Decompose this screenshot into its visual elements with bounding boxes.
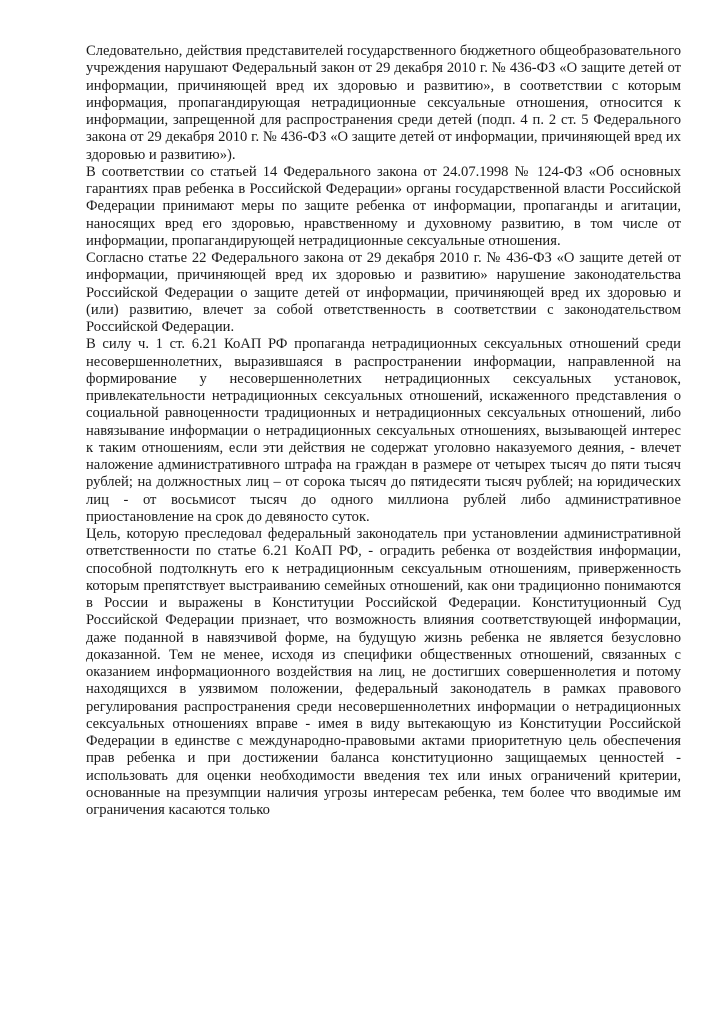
paragraph-article-22: Согласно статье 22 Федерального закона от 29 декабря 2010 г. № 436-ФЗ «О защите детей от информации, причиняющей вред их здоровью и развитию» нарушение законодательства Российской Федерации о защите детей от информации, причиняющей вред их здоровью и (или) развитию, влечет за собой ответственность в соответствии с законодательством Российской Федерации. bbox=[86, 250, 681, 335]
paragraph-conclusion: Следовательно, действия представителей государственного бюджетного общеобразовательного учреждения нарушают Федеральный закон от 29 декабря 2010 г. № 436-ФЗ «О защите детей от информации, причиняющей вред их здоровью и развитию», в соответствии с которым информация, пропагандирующая нетрадиционные сексуальные отношения, относится к информации, запрещенной для распространения среди детей (подп. 4 п. 2 ст. 5 Федерального закона от 29 декабря 2010 г. № 436-ФЗ «О защите детей от информации, причиняющей вред их здоровью и развитию»). bbox=[86, 43, 681, 163]
paragraph-legislator-purpose: Цель, которую преследовал федеральный законодатель при установлении административной ответственности по статье 6.21 КоАП РФ, - оградить ребенка от воздействия информации, способной подтолкнуть его к нетрадиционным сексуальным отношениям, приверженность которым препятствует выстраиванию семейных отношений, как они традиционно понимаются в России и выражены в Конституции Российской Федерации. Конституционный Суд Российской Федерации признает, что возможность влияния соответствующей информации, даже поданной в навязчивой форме, на будущую жизнь ребенка не является безусловно доказанной. Тем не менее, исходя из специфики общественных отношений, связанных с оказанием информационного воздействия на лиц, не достигших совершеннолетия и потому находящихся в уязвимом положении, федеральный законодатель в рамках правового регулирования распространения среди несовершеннолетних информации о нетрадиционных сексуальных отношениях вправе - имея в виду вытекающую из Конституции Российской Федерации в единстве с международно-правовыми актами приоритетную цель обеспечения прав ребенка и при достижении баланса конституционно защищаемых ценностей - использовать для оценки необходимости введения тех или иных ограничений критерии, основанные на презумпции наличия угрозы интересам ребенка, тем более что вводимые им ограничения касаются только bbox=[86, 526, 681, 818]
paragraph-article-14: В соответствии со статьей 14 Федерального закона от 24.07.1998 № 124-ФЗ «Об основных гарантиях прав ребенка в Российской Федерации» органы государственной власти Российской Федерации принимают меры по защите ребенка от информации, пропаганды и агитации, наносящих вред его здоровью, нравственному и духовному развитию, в том числе от информации, пропагандирующей нетрадиционные сексуальные отношения. bbox=[86, 163, 681, 249]
paragraph-koap-6-21: В силу ч. 1 ст. 6.21 КоАП РФ пропаганда нетрадиционных сексуальных отношений среди несовершеннолетних, выразившаяся в распространении информации, направленной на формирование у несовершеннолетних нетрадиционных сексуальных установок, привлекательности нетрадиционных сексуальных отношений, искаженного представления о социальной равноценности традиционных и нетрадиционных сексуальных отношений, либо навязывание информации о нетрадиционных сексуальных отношениях, вызывающей интерес к таким отношениям, если эти действия не содержат уголовно наказуемого деяния, - влечет наложение административного штрафа на граждан в размере от четырех тысяч до пяти тысяч рублей; на должностных лиц – от сорока тысяч до пятидесяти тысяч рублей; на юридических лиц - от восьмисот тысяч до одного миллиона рублей либо административное приостановление на срок до девяносто суток. bbox=[86, 336, 681, 525]
document-page bbox=[86, 43, 681, 819]
